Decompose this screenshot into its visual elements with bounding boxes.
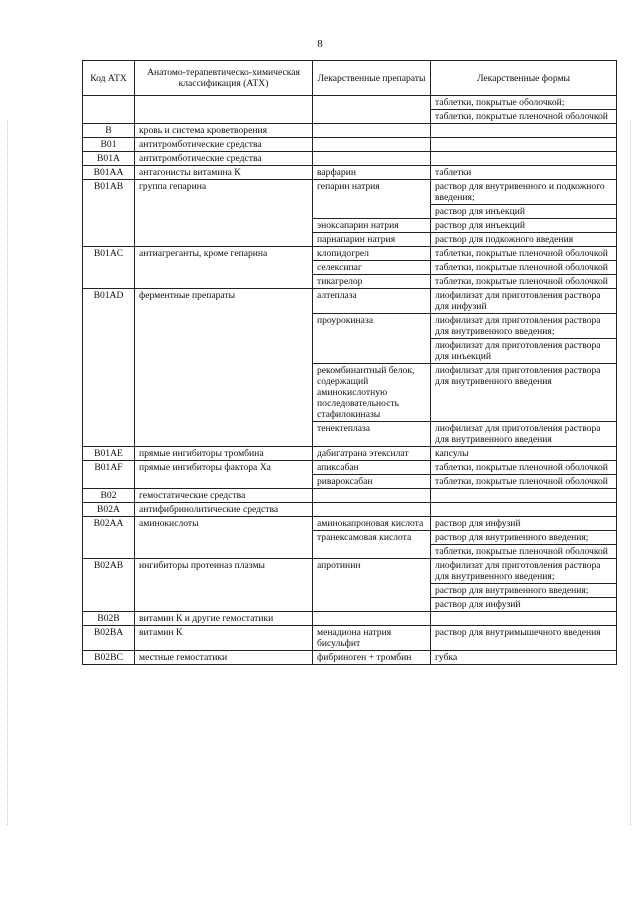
- drug-name: [313, 503, 431, 517]
- drug-forms: таблетки, покрытые пленочной оболочкой: [431, 247, 617, 261]
- atx-classification: антитромботические средства: [135, 138, 313, 152]
- drug-name: клопидогрел: [313, 247, 431, 261]
- drug-forms: таблетки, покрытые пленочной оболочкой: [431, 275, 617, 289]
- drug-forms: таблетки, покрытые пленочной оболочкой: [431, 261, 617, 275]
- atx-classification: витамин К и другие гемостатики: [135, 612, 313, 626]
- drug-forms: раствор для подкожного введения: [431, 233, 617, 247]
- atx-classification: ферментные препараты: [135, 289, 313, 447]
- atx-code: B: [83, 124, 135, 138]
- table-row: [83, 166, 617, 180]
- page-number: 8: [317, 38, 323, 50]
- header-row: [83, 61, 617, 96]
- atx-code: B02AA: [83, 517, 135, 559]
- drug-forms: губка: [431, 651, 617, 665]
- drug-forms: таблетки: [431, 166, 617, 180]
- drug-name: ривароксабан: [313, 475, 431, 489]
- drug-form: таблетки, покрытые оболочкой;: [431, 96, 616, 110]
- atx-classification: местные гемостатики: [135, 651, 313, 665]
- drug-forms: [431, 152, 617, 166]
- atx-classification: аминокислоты: [135, 517, 313, 559]
- table-row: [83, 489, 617, 503]
- table-row: [83, 289, 617, 314]
- drug-form: лиофилизат для приготовления раствора для внутривенного введения;: [431, 559, 616, 584]
- header-drugs: Лекарственные препараты: [313, 61, 431, 96]
- drug-form: таблетки, покрытые пленочной оболочкой: [435, 111, 608, 122]
- table-row: [83, 447, 617, 461]
- drug-forms: [431, 180, 617, 219]
- forms-stack: [431, 314, 616, 363]
- drug-forms: [431, 559, 617, 612]
- drug-name: алтеплаза: [313, 289, 431, 314]
- drug-forms: [431, 531, 617, 559]
- table-row: [83, 503, 617, 517]
- drug-forms: [431, 489, 617, 503]
- forms-stack: [431, 180, 616, 218]
- drug-forms: таблетки, покрытые пленочной оболочкой: [431, 475, 617, 489]
- table-row: [83, 517, 617, 531]
- table-row: [83, 651, 617, 665]
- drug-forms: раствор для инфузий: [431, 517, 617, 531]
- drug-name: [313, 138, 431, 152]
- table-row: [83, 96, 617, 124]
- drug-name: проурокиназа: [313, 314, 431, 364]
- right-margin-line: [630, 120, 631, 825]
- table-row: [83, 138, 617, 152]
- drug-name: парнапарин натрия: [313, 233, 431, 247]
- drug-forms: лиофилизат для приготовления раствора для внутривенного введения: [431, 364, 617, 422]
- drug-name: менадиона натрия бисульфит: [313, 626, 431, 651]
- atx-code: B01AA: [83, 166, 135, 180]
- drug-name: фибриноген + тромбин: [313, 651, 431, 665]
- atx-classification: кровь и система кроветворения: [135, 124, 313, 138]
- drug-form: таблетки, покрытые пленочной оболочкой: [435, 546, 608, 557]
- table-row: [83, 461, 617, 475]
- drug-forms: раствор для внутримышечного введения: [431, 626, 617, 651]
- atx-classification: витамин К: [135, 626, 313, 651]
- drug-name: эноксапарин натрия: [313, 219, 431, 233]
- table-row: [83, 626, 617, 651]
- drug-form: раствор для инъекций: [435, 206, 525, 217]
- drug-forms: [431, 96, 617, 124]
- drug-form: раствор для внутривенного и подкожного введения;: [431, 180, 616, 205]
- atx-code: B02BA: [83, 626, 135, 651]
- drug-forms: лиофилизат для приготовления раствора для внутривенного введения: [431, 422, 617, 447]
- drug-forms: [431, 612, 617, 626]
- drug-name: апиксабан: [313, 461, 431, 475]
- atx-classification: антагонисты витамина К: [135, 166, 313, 180]
- atx-classification: ингибиторы протеиназ плазмы: [135, 559, 313, 612]
- atx-classification: [135, 96, 313, 124]
- drug-name: селексипаг: [313, 261, 431, 275]
- atx-classification: антитромботические средства: [135, 152, 313, 166]
- drug-forms: таблетки, покрытые пленочной оболочкой: [431, 461, 617, 475]
- table-row: [83, 247, 617, 261]
- drug-name: [313, 152, 431, 166]
- drug-name: тикагрелор: [313, 275, 431, 289]
- forms-stack: [431, 96, 616, 123]
- drug-form: раствор для инфузий: [435, 599, 521, 610]
- header-forms: Лекарственные формы: [431, 61, 617, 96]
- atx-classification: гемостатические средства: [135, 489, 313, 503]
- atx-code: B02A: [83, 503, 135, 517]
- drug-name: аминокапроновая кислота: [313, 517, 431, 531]
- forms-stack: [431, 559, 616, 611]
- atx-code: B01: [83, 138, 135, 152]
- drug-forms: раствор для инъекций: [431, 219, 617, 233]
- drug-forms: [431, 124, 617, 138]
- atx-code: B01AD: [83, 289, 135, 447]
- atx-classification: прямые ингибиторы фактора Ха: [135, 461, 313, 489]
- drug-forms: [431, 314, 617, 364]
- atx-classification: группа гепарина: [135, 180, 313, 247]
- header-classification: Анатомо-терапевтическо-химическая классификация (АТХ): [135, 61, 313, 96]
- drug-name: апротинин: [313, 559, 431, 612]
- drug-name: [313, 612, 431, 626]
- drug-form: лиофилизат для приготовления раствора для внутривенного введения;: [431, 314, 616, 339]
- drug-name: [313, 489, 431, 503]
- table-row: [83, 152, 617, 166]
- drug-form: раствор для внутривенного введения;: [431, 531, 616, 545]
- atx-table: [82, 60, 617, 665]
- table-row: [83, 612, 617, 626]
- left-margin-line: [7, 120, 8, 825]
- table-row: [83, 124, 617, 138]
- table-body: [83, 96, 617, 665]
- drug-name: [313, 124, 431, 138]
- atx-code: B02AB: [83, 559, 135, 612]
- atx-code: B01A: [83, 152, 135, 166]
- drug-name: варфарин: [313, 166, 431, 180]
- drug-name: тенектеплаза: [313, 422, 431, 447]
- drug-name: дабигатрана этексилат: [313, 447, 431, 461]
- atx-code: B01AC: [83, 247, 135, 289]
- atx-code: B02BC: [83, 651, 135, 665]
- atx-classification: прямые ингибиторы тромбина: [135, 447, 313, 461]
- header-code: Код АТХ: [83, 61, 135, 96]
- atx-code: B02B: [83, 612, 135, 626]
- atx-code: B01AE: [83, 447, 135, 461]
- atx-code: [83, 96, 135, 124]
- table-row: [83, 559, 617, 612]
- drug-forms: [431, 138, 617, 152]
- atx-classification: антиагреганты, кроме гепарина: [135, 247, 313, 289]
- atx-code: B01AB: [83, 180, 135, 247]
- drug-form: раствор для внутривенного введения;: [431, 584, 616, 598]
- atx-code: B02: [83, 489, 135, 503]
- forms-stack: [431, 531, 616, 558]
- drug-name: [313, 96, 431, 124]
- atx-code: B01AF: [83, 461, 135, 489]
- drug-name: гепарин натрия: [313, 180, 431, 219]
- drug-name: транексамовая кислота: [313, 531, 431, 559]
- drug-forms: лиофилизат для приготовления раствора для инфузий: [431, 289, 617, 314]
- table-row: [83, 180, 617, 219]
- drug-name: рекомбинантный белок, содержащий аминокислотную последовательность стафилокиназы: [313, 364, 431, 422]
- atx-classification: антифибринолитические средства: [135, 503, 313, 517]
- drug-forms: капсулы: [431, 447, 617, 461]
- drug-forms: [431, 503, 617, 517]
- drug-form: лиофилизат для приготовления раствора для инъекций: [435, 340, 601, 362]
